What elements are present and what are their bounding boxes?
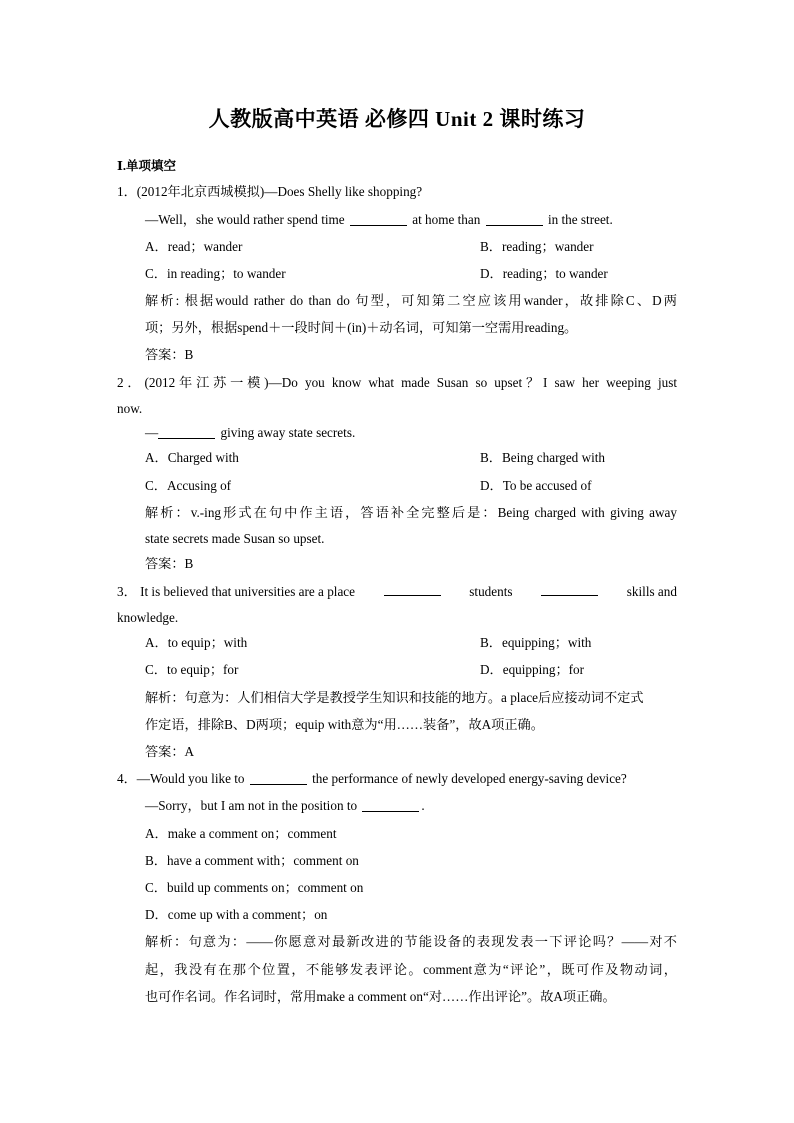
q1-blank-1 — [350, 213, 407, 226]
q1-option-a: A．read；wander — [145, 239, 243, 254]
q4-stem-part2: the performance of newly developed energy-saving device? — [312, 771, 627, 786]
q1-option-b: B．reading；wander — [480, 239, 594, 254]
q2-option-a: A．Charged with — [145, 450, 239, 465]
q3-option-d: D．equipping；for — [480, 662, 585, 677]
q1-explanation-line2: 项；另外，根据spend＋一段时间＋(in)＋动名词，可知第一空需用reading。 — [145, 320, 578, 335]
q2-option-d: D．To be accused of — [480, 478, 592, 493]
q2-line2-dash: — — [145, 425, 159, 440]
q2-option-c: C．Accusing of — [145, 478, 232, 493]
q4-option-c: C．build up comments on；comment on — [145, 880, 364, 895]
q4-stem-line1 — [117, 770, 627, 788]
q1-line2-part3: in the street. — [547, 212, 613, 227]
q4-blank-1 — [250, 772, 307, 785]
q3-option-a: A．to equip；with — [145, 635, 248, 650]
q1-blank-2 — [486, 213, 543, 226]
q4-option-d: D．come up with a comment；on — [145, 907, 328, 922]
q3-stem-line2: knowledge. — [117, 610, 179, 625]
q4-line2-period: . — [421, 798, 425, 813]
q1-explanation-line1: 解析: 根据would rather do than do 句型，可知第二空应该用wander，故排除C、D两 — [145, 293, 677, 308]
q3-explanation-line2: 作定语，排除B、D两项；equip with意为“用……装备”，故A项正确。 — [145, 717, 544, 732]
document-title: 人教版高中英语 必修四 Unit 2 课时练习 — [208, 107, 586, 131]
q3-option-b: B．equipping；with — [480, 635, 592, 650]
q2-answer: 答案：B — [145, 556, 194, 571]
q4-stem-part1: 4．—Would you like to — [117, 771, 245, 786]
q4-explanation-line3: 也可作名词。作名词时，常用make a comment on“对……作出评论”。故A项正确。 — [145, 989, 616, 1004]
q2-explanation-line1: 解析：v.-ing形式在句中作主语，答语补全完整后是：Being charged with giving away — [145, 505, 677, 520]
q3-option-c: C．to equip；for — [145, 662, 239, 677]
q4-blank-2 — [362, 799, 419, 812]
q3-stem-part1: 3． It is believed that universities are a place — [117, 584, 356, 599]
q2-stem-line1: 2．(2012年江苏一模)—Do you know what made Susan so upset？I saw her weeping just — [117, 375, 677, 390]
q2-line2 — [145, 424, 355, 442]
q3-blank-2 — [541, 583, 598, 596]
q4-stem-line2 — [145, 797, 425, 815]
q3-blank-1 — [384, 583, 441, 596]
q2-stem-line2: now. — [117, 401, 143, 416]
q3-answer: 答案：A — [145, 744, 195, 759]
q3-stem-line1 — [117, 583, 677, 601]
q2-option-b: B．Being charged with — [480, 450, 606, 465]
q3-explanation-line1: 解析：句意为：人们相信大学是教授学生知识和技能的地方。a place后应接动词不定式 — [145, 690, 644, 705]
q1-line2-part2: at home than — [412, 212, 481, 227]
section-heading: Ⅰ.单项填空 — [117, 159, 176, 173]
q1-stem: 1．(2012年北京西城模拟)—Does Shelly like shopping? — [117, 184, 423, 199]
q1-line2 — [145, 211, 613, 229]
q2-blank — [158, 426, 215, 439]
q1-option-d: D．reading；to wander — [480, 266, 608, 281]
q4-option-b: B．have a comment with；comment on — [145, 853, 359, 868]
q2-explanation-line2: state secrets made Susan so upset. — [145, 531, 325, 546]
q4-line2-part1: —Sorry，but I am not in the position to — [145, 798, 358, 813]
q2-line2-rest: giving away state secrets. — [220, 425, 356, 440]
q4-option-a: A．make a comment on；comment — [145, 826, 337, 841]
q1-line2-part1: —Well，she would rather spend time — [145, 212, 345, 227]
q4-explanation-line1: 解析：句意为：——你愿意对最新改进的节能设备的表现发表一下评论吗？——对不 — [145, 934, 677, 949]
q4-explanation-line2: 起，我没有在那个位置，不能够发表评论。comment意为“评论”，既可作及物动词， — [145, 962, 677, 977]
q1-answer: 答案：B — [145, 347, 194, 362]
q1-option-c: C．in reading；to wander — [145, 266, 286, 281]
q3-stem-part2: students — [469, 584, 513, 599]
q3-stem-part3: skills and — [626, 584, 677, 599]
